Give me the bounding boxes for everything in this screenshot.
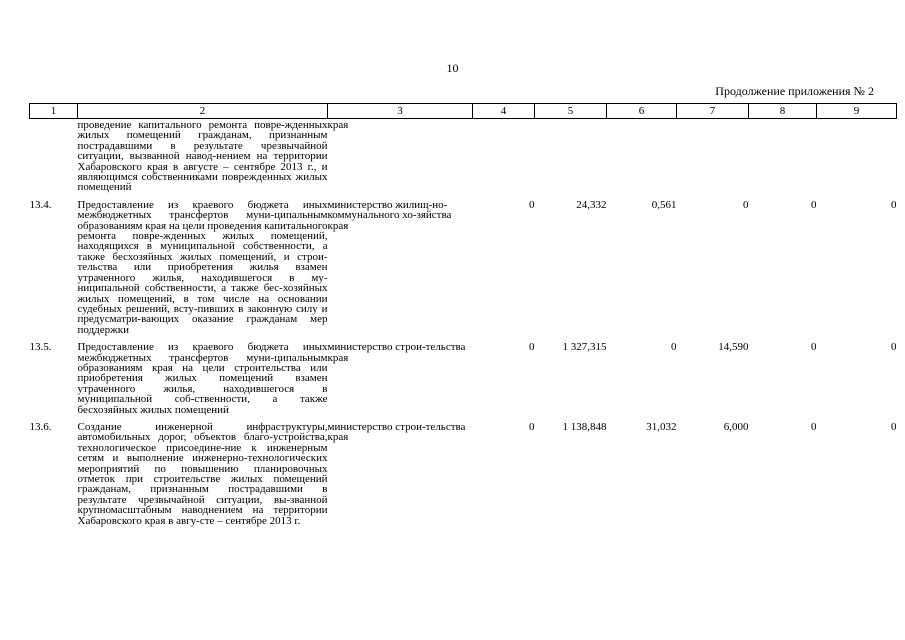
appendix-table (29, 103, 897, 526)
row-value-8: 0 (811, 341, 817, 354)
row-value-9: 0 (891, 341, 897, 354)
row-value-5: 1 138,848 (562, 420, 607, 433)
row-value-8 (749, 119, 817, 193)
page-number: 10 (446, 61, 459, 75)
column-header-5: 5 (535, 104, 607, 119)
row-value-8: 0 (811, 198, 817, 211)
row-value-9: 0 (891, 198, 897, 211)
row-organization: министерство жилищ-но-коммунального хо-зяйства края (327, 198, 452, 232)
table-row (30, 193, 897, 335)
row-value-6 (607, 119, 677, 193)
row-value-4: 0 (529, 341, 535, 354)
row-value-7 (677, 119, 749, 193)
column-header-1: 1 (30, 104, 78, 119)
row-value-4: 0 (529, 198, 535, 211)
row-value-4 (473, 119, 535, 193)
row-value-6: 31,032 (646, 420, 677, 433)
column-header-7: 7 (677, 104, 749, 119)
row-number (30, 119, 78, 193)
column-header-8: 8 (749, 104, 817, 119)
row-value-9: 0 (891, 420, 897, 433)
row-description: Предоставление из краевого бюджета иных межбюджетных трансфертов муни-ципальным образованиям края на цели строительства или приобретения жилых помещений взамен утраченного жилья, находившегося в муниципальной соб-ственности, а также бесхозяйных жилых помещений (77, 341, 328, 416)
row-number: 13.5. (29, 341, 52, 354)
column-header-2: 2 (78, 104, 328, 119)
table-row (30, 335, 897, 415)
continuation-label: Продолжение приложения № 2 (715, 84, 874, 98)
table-row (30, 415, 897, 526)
row-number: 13.6. (29, 420, 52, 433)
row-value-7: 14,590 (718, 341, 749, 354)
row-description: проведение капитального ремонта повре-ждeнных жилых помещений гражданам, признанным пострадавшими в результате чрезвычайной ситуации, вызванной навод-нением на территории Хабаровского края в августе – сентябре 2013 г., и являющимся собственниками поврежденных жилых помещений (77, 119, 328, 194)
header-row (30, 104, 897, 119)
row-organization: края (327, 119, 349, 131)
row-number: 13.4. (29, 198, 52, 211)
row-organization: министерство строи-тельства края (327, 341, 466, 364)
row-description: Создание инженерной инфраструктуры, автомобильных дорог, объектов благо-устройства, технологическое присоедине-ние к инженерным сетям и выполнение инженерно-технологических мероприятий по повышению планировочных отметок при строительстве жилых помещений гражданам, признанным пострадавшими в результате чрезвычайной ситуации, вы-званной крупномасштабным наводнением на территории Хабаровского края в авгу-сте – сентябре 2013 г. (77, 420, 328, 527)
row-description: Предоставление из краевого бюджета иных межбюджетных трансфертов муни-ципальным образованиям края на цели проведения капитального ремонта повре-жденных жилых помещений, находящихся в муниципальной собственности, а также бесхозяйных жилых помещений, и строи-тельства или приобретения жилья взамен утраченного жилья, находившегося в му-ниципальной собственности, а также бес-хозяйных жилых помещений, в том числе на основании судебных решений, всту-пивших в законную силу и предусматри-вающих оказание гражданам мер поддержки (77, 198, 328, 336)
table-row (30, 119, 897, 193)
row-organization: министерство строи-тельства края (327, 420, 466, 444)
column-header-3: 3 (328, 104, 473, 119)
column-header-4: 4 (473, 104, 535, 119)
row-value-5 (535, 119, 607, 193)
row-value-9 (817, 119, 897, 193)
row-value-6: 0 (671, 341, 677, 354)
row-value-7: 0 (743, 198, 749, 211)
row-value-7: 6,000 (723, 420, 749, 433)
column-header-6: 6 (607, 104, 677, 119)
row-value-5: 1 327,315 (562, 341, 607, 354)
column-header-9: 9 (817, 104, 897, 119)
row-value-4: 0 (529, 420, 535, 433)
row-value-8: 0 (811, 420, 817, 433)
row-value-6: 0,561 (651, 198, 677, 211)
row-value-5: 24,332 (576, 198, 607, 211)
